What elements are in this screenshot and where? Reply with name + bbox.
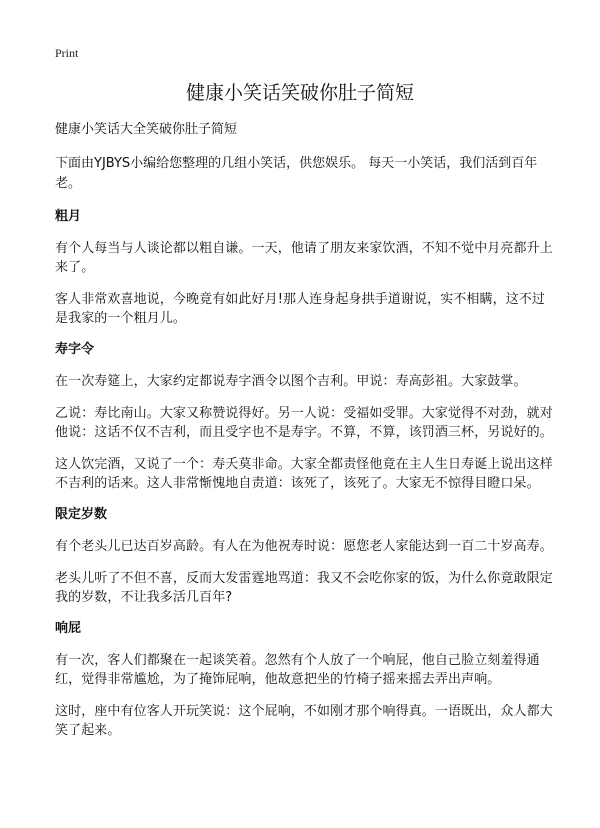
section-shou-zi-ling — [55, 341, 555, 493]
article-body — [55, 120, 555, 753]
section-paragraph: 这时，座中有位客人开玩笑说：这个屁响，不如刚才那个响得真。一语既出，众人都大笑了起来。 — [55, 704, 553, 738]
section-heading: 响屁 — [55, 621, 82, 636]
intro-paragraph: 下面由YJBYS小编给您整理的几组小笑话，供您娱乐。 每天一小笑话，我们活到百年老。 — [55, 156, 538, 191]
section-paragraph: 乙说：寿比南山。大家又称赞说得好。另一人说：受福如受罪。大家觉得不对劲，就对他说：这话不仅不吉利，而且受字也不是寿字。不算，不算，该罚酒三杯，另说好的。 — [55, 406, 553, 440]
section-paragraph: 有个老头儿已达百岁高龄。有人在为他祝寿时说：愿您老人家能达到一百二十岁高寿。 — [55, 539, 553, 554]
section-paragraph: 在一次寿筵上，大家约定都说寿字酒令以图个吉利。甲说：寿高彭祖。大家鼓掌。 — [55, 374, 527, 389]
section-xian-ding-sui-shu — [55, 506, 555, 607]
section-paragraph: 客人非常欢喜地说，今晚竟有如此好月!那人连身起身拱手道谢说，实不相瞒，这不过是我家的一个粗月儿。 — [55, 292, 546, 326]
section-xiang-pi — [55, 620, 555, 740]
page-title: 健康小笑话笑破你肚子简短 — [185, 82, 414, 104]
section-paragraph: 老头儿听了不但不喜，反而大发雷霆地骂道：我又不会吃你家的饭，为什么你竟敢限定我的岁数，不让我多活几百年? — [55, 571, 553, 605]
article-subtitle: 健康小笑话大全笑破你肚子简短 — [55, 122, 238, 137]
section-heading: 粗月 — [55, 209, 82, 224]
print-link[interactable]: Print — [55, 46, 79, 60]
section-heading: 限定岁数 — [55, 507, 108, 522]
section-heading: 寿字令 — [55, 342, 95, 357]
section-paragraph: 这人饮完酒，又说了一个：寿夭莫非命。大家全都责怪他竟在主人生日寿诞上说出这样不吉利的话来。这人非常惭愧地自责道：该死了，该死了。大家无不惊得目瞪口呆。 — [55, 457, 553, 491]
section-paragraph: 有个人每当与人谈论都以粗自谦。一天，他请了朋友来家饮酒，不知不觉中月亮都升上来了。 — [55, 241, 553, 275]
section-cu-yue — [55, 208, 555, 328]
section-paragraph: 有一次，客人们都聚在一起谈笑着。忽然有个人放了一个响屁，他自己脸立刻羞得通红，觉得非常尴尬，为了掩饰屁响，他故意把坐的竹椅子摇来摇去弄出声响。 — [55, 653, 540, 687]
